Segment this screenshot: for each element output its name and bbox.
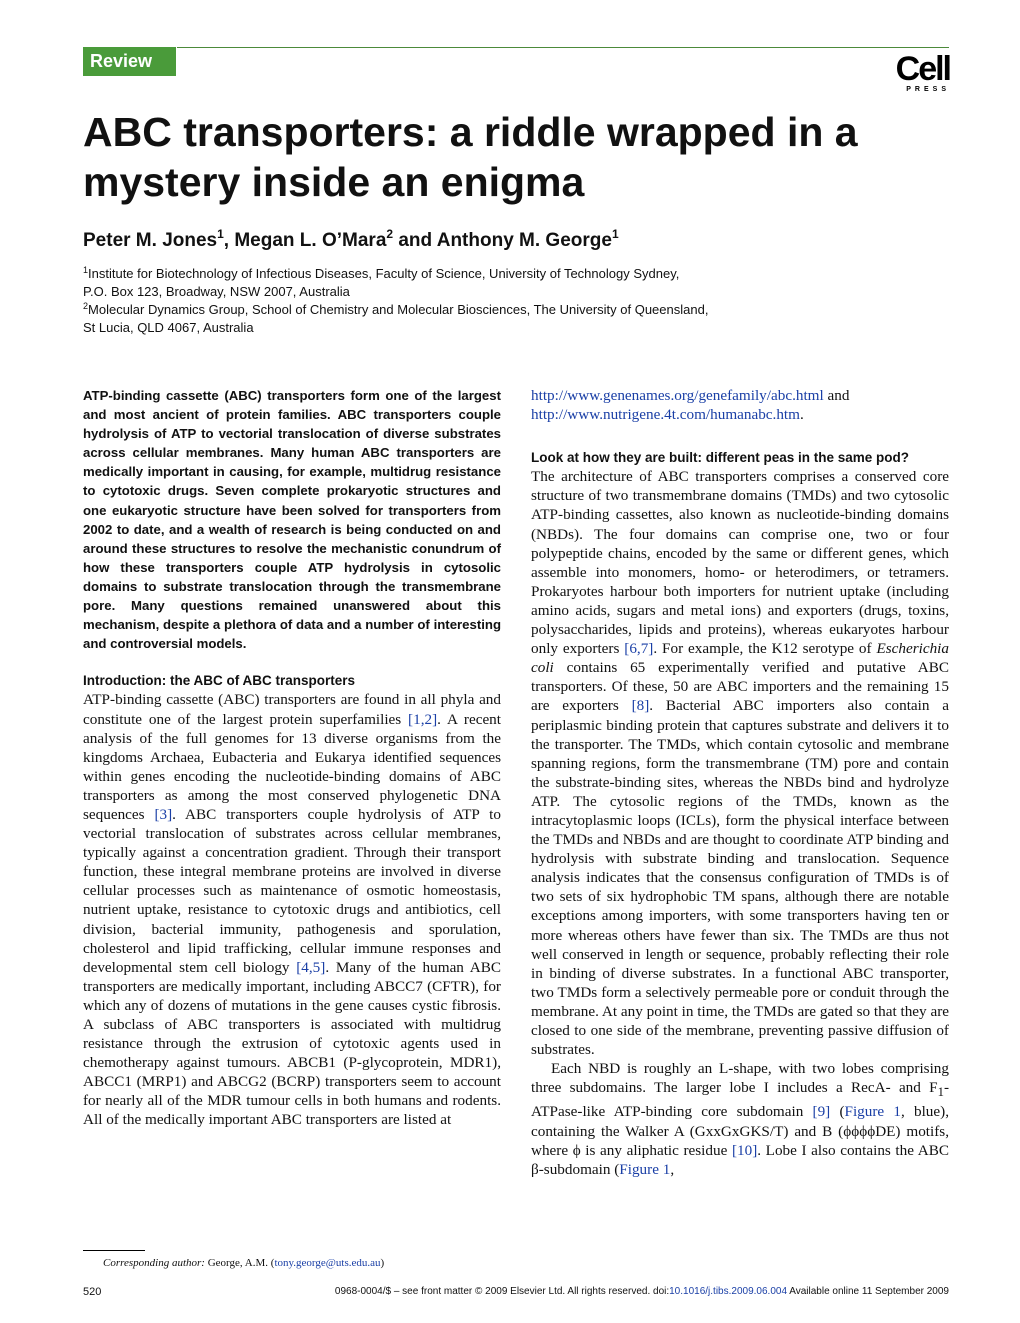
link-period: . xyxy=(799,406,804,424)
intro-paragraph xyxy=(83,690,501,1129)
reference-link[interactable]: Figure 1 xyxy=(619,1160,671,1178)
logo-subtext: PRESS xyxy=(906,86,950,93)
text-segment: . Bacterial ABC importers also contain a periplasmic binding protein that captures substrate and delivers it to the transporter. The TMDs, which contain cytosolic and membrane spanning regions, form the transmembrane (TM) pore and contain the substrate-binding sites, whereas the NBDs bind and hydrolyze ATP. The cytosolic regions of the TMDs, known as the intracytoplasmic loops (ICLs), form the physical interface between the TMDs and NBDs and are thought to coordinate ATP binding and hydrolysis with substrate binding and translocation. Sequence analysis indicates that the consensus configuration of TMDs is of two sets of six hydrophobic TM spans, although there are notable exceptions among importers, with some transporters having ten or more whereas others have fewer than six. The TMDs are thus not well conserved in length or sequence, probably reflecting their role in binding of diverse substrates. In a functional ABC transporter, two TMDs form a selectively permeable pore or conduit through the membrane. At any point in time, the TMDs are gated so that they are closed to one side of the membrane, preventing passive diffusion of substrates. xyxy=(531,697,949,1059)
footnote-close: ) xyxy=(380,1257,385,1269)
text-segment: . ABC transporters couple hydrolysis of ATP to vectorial translocation of substrates across cellular membranes, typically against a concentration gradient. Through their transport function, these integral membrane proteins are involved in diverse cellular processes such as maintenance of osmotic homeostasis, nutrient uptake, resistance to cytotoxic drugs and antibiotics, cell division, bacterial immunity, pathogenesis and sporulation, cholesterol and lipid trafficking, cellular immune responses and developmental stem cell biology xyxy=(83,805,501,976)
subscript-text: 1 xyxy=(937,1085,944,1100)
reference-link[interactable]: [10] xyxy=(731,1141,758,1159)
doi-link[interactable]: 10.1016/j.tibs.2009.06.004 xyxy=(669,1286,788,1297)
header-rule xyxy=(177,47,949,48)
author-name: Anthony M. George xyxy=(436,230,612,251)
cell-press-logo xyxy=(890,52,950,94)
text-segment: . A recent analysis of the full genomes for 13 diverse organisms from the kingdoms Archaea, Eubacteria and Eukarya identified sequences within genes encoding the nucleotide-binding domains of ABC transporters as among the most conserved phylogenetic DNA sequences xyxy=(83,710,501,823)
affiliation-text: Institute for Biotechnology of Infectious Diseases, Faculty of Science, University of Technology Sydney, xyxy=(88,266,680,281)
reference-link[interactable]: [3] xyxy=(154,805,173,823)
structure-heading: Look at how they are built: different peas in the same pod? xyxy=(531,450,910,466)
section-tag: Review xyxy=(83,47,176,76)
footer-info xyxy=(335,1286,949,1297)
text-segment: , xyxy=(670,1160,675,1178)
nbd-paragraph xyxy=(531,1059,949,1179)
text-segment: . For example, the K12 serotype of xyxy=(653,640,877,658)
url-line xyxy=(531,386,949,424)
intro-heading: Introduction: the ABC of ABC transporters xyxy=(83,673,355,689)
author-list xyxy=(83,228,619,254)
text-segment: The architecture of ABC transporters comprises a conserved core structure of two transmembrane domains (TMDs) and two cytosolic ATP-binding cassettes, also known as nucleotide-binding domains (NBDs). The four domains can comprise one, two or four polypeptide chains, encoded by the same or different genes, which assemble into monomers, homo- or heterodimers, or tetramers. Prokaryotes harbour both importers for nutrient uptake (including amino acids, sugars and metal ions) and exporters (drugs, toxins, polysaccharides, lipids and proteins), whereas eukaryotes harbour only exporters xyxy=(531,468,949,658)
author-separator: , xyxy=(223,230,235,251)
text-segment: . Lobe I also contains the ABC β-subdomain ( xyxy=(531,1141,949,1178)
reference-link[interactable]: [9] xyxy=(812,1103,831,1121)
architecture-paragraph xyxy=(531,467,949,1059)
nutrigene-link[interactable]: http://www.nutrigene.4t.com/humanabc.htm xyxy=(531,406,800,424)
genenames-link[interactable]: http://www.genenames.org/genefamily/abc.html xyxy=(531,387,824,404)
text-segment: contains 65 experimentally verified and putative ABC transporters. Of these, 50 are ABC importers and the remaining 15 are exporters xyxy=(531,659,949,715)
affiliation-address: P.O. Box 123, Broadway, NSW 2007, Australia xyxy=(83,284,350,299)
author-separator: and xyxy=(393,230,437,251)
and-word: and xyxy=(823,387,850,404)
corresponding-author-footnote xyxy=(103,1256,384,1270)
text-segment: ( xyxy=(830,1103,845,1121)
author-email-link[interactable]: tony.george@uts.edu.au xyxy=(274,1257,381,1269)
author-affiliation-mark: 1 xyxy=(217,227,224,241)
article-title: ABC transporters: a riddle wrapped in a mystery inside an enigma xyxy=(83,109,858,205)
text-segment: . Many of the human ABC transporters are medically important, including ABCC7 (CFTR), for which any of dozens of mutations in the gene causes cystic fibrosis. A subclass of ABC transporters is associated with multidrug resistance through the extrusion of cytotoxic agents used in chemotherapy against tumours. ABCB1 (P-glycoprotein, MDR1), ABCC1 (MRP1) and ABCG2 (BCRP) transporters seem to account for nearly all of the MDR tumour cells in both humans and rodents. All of the medically important ABC transporters are listed at xyxy=(83,958,501,1129)
author-affiliation-mark: 2 xyxy=(386,227,394,241)
issn-text: 0968-0004/$ – see front matter © 2009 Elsevier Ltd. All rights reserved. doi: xyxy=(334,1286,670,1297)
available-online: Available online 11 September 2009 xyxy=(787,1286,949,1297)
italic-species-name: Escherichia coli xyxy=(531,640,949,677)
abstract: ATP-binding cassette (ABC) transporters form one of the largest and most ancient of protein families. ABC transporters couple hydrolysis of ATP to vectorial translocation of diverse substrates across cellular membranes. Many human ABC transporters are medically important in causing, for example, multidrug resistance to cytotoxic drugs. Seven complete prokaryotic structures and one eukaryotic structure have been solved for transporters from 2002 to date, and a wealth of research is being conducted on and around these structures to resolve the mechanistic conundrum of how these transporters couple ATP hydrolysis in cytosolic domains to substrate translocation through the transmembrane pore. Many questions remained unanswered about this mechanism, despite a plethora of data and a number of interesting and controversial models. xyxy=(83,388,501,652)
author-name: Megan L. O’Mara xyxy=(234,230,387,251)
footnote-label: Corresponding author: xyxy=(103,1257,205,1269)
left-column xyxy=(83,386,501,1130)
affiliation-line xyxy=(83,265,708,283)
reference-link[interactable]: [8] xyxy=(631,697,650,715)
affiliation-mark: 1 xyxy=(83,265,89,275)
text-segment: Each NBD is roughly an L-shape, with two lobes comprising three subdomains. The larger lobe I includes a RecA- and F xyxy=(531,1060,949,1097)
text-segment: ATP-binding cassette (ABC) transporters are found in all phyla and constitute one of the largest protein superfamilies xyxy=(83,691,501,728)
author-affiliation-mark: 1 xyxy=(611,227,619,241)
footnote-rule xyxy=(83,1250,145,1251)
author-name: Peter M. Jones xyxy=(83,230,218,251)
affiliation-mark: 2 xyxy=(83,301,89,311)
reference-link[interactable]: [1,2] xyxy=(408,710,438,728)
footnote-name: George, A.M. ( xyxy=(204,1257,275,1269)
logo-wordmark: Cell xyxy=(895,50,950,88)
text-segment: -ATPase-like ATP-binding core subdomain xyxy=(531,1079,949,1121)
affiliation-address: St Lucia, QLD 4067, Australia xyxy=(83,320,254,335)
reference-link[interactable]: [4,5] xyxy=(296,958,326,976)
reference-link[interactable]: [6,7] xyxy=(624,640,654,658)
text-segment: , blue), containing the Walker A (GxxGxGKS/T) and B (ϕϕϕϕDE) motifs, where ϕ is any aliphatic residue xyxy=(531,1103,949,1159)
page-number: 520 xyxy=(83,1286,102,1298)
reference-link[interactable]: Figure 1 xyxy=(844,1103,901,1121)
affiliations xyxy=(83,265,708,337)
affiliation-line xyxy=(83,301,708,319)
right-column xyxy=(531,386,949,1179)
affiliation-text: Molecular Dynamics Group, School of Chemistry and Molecular Biosciences, The University of Queensland, xyxy=(88,302,709,317)
